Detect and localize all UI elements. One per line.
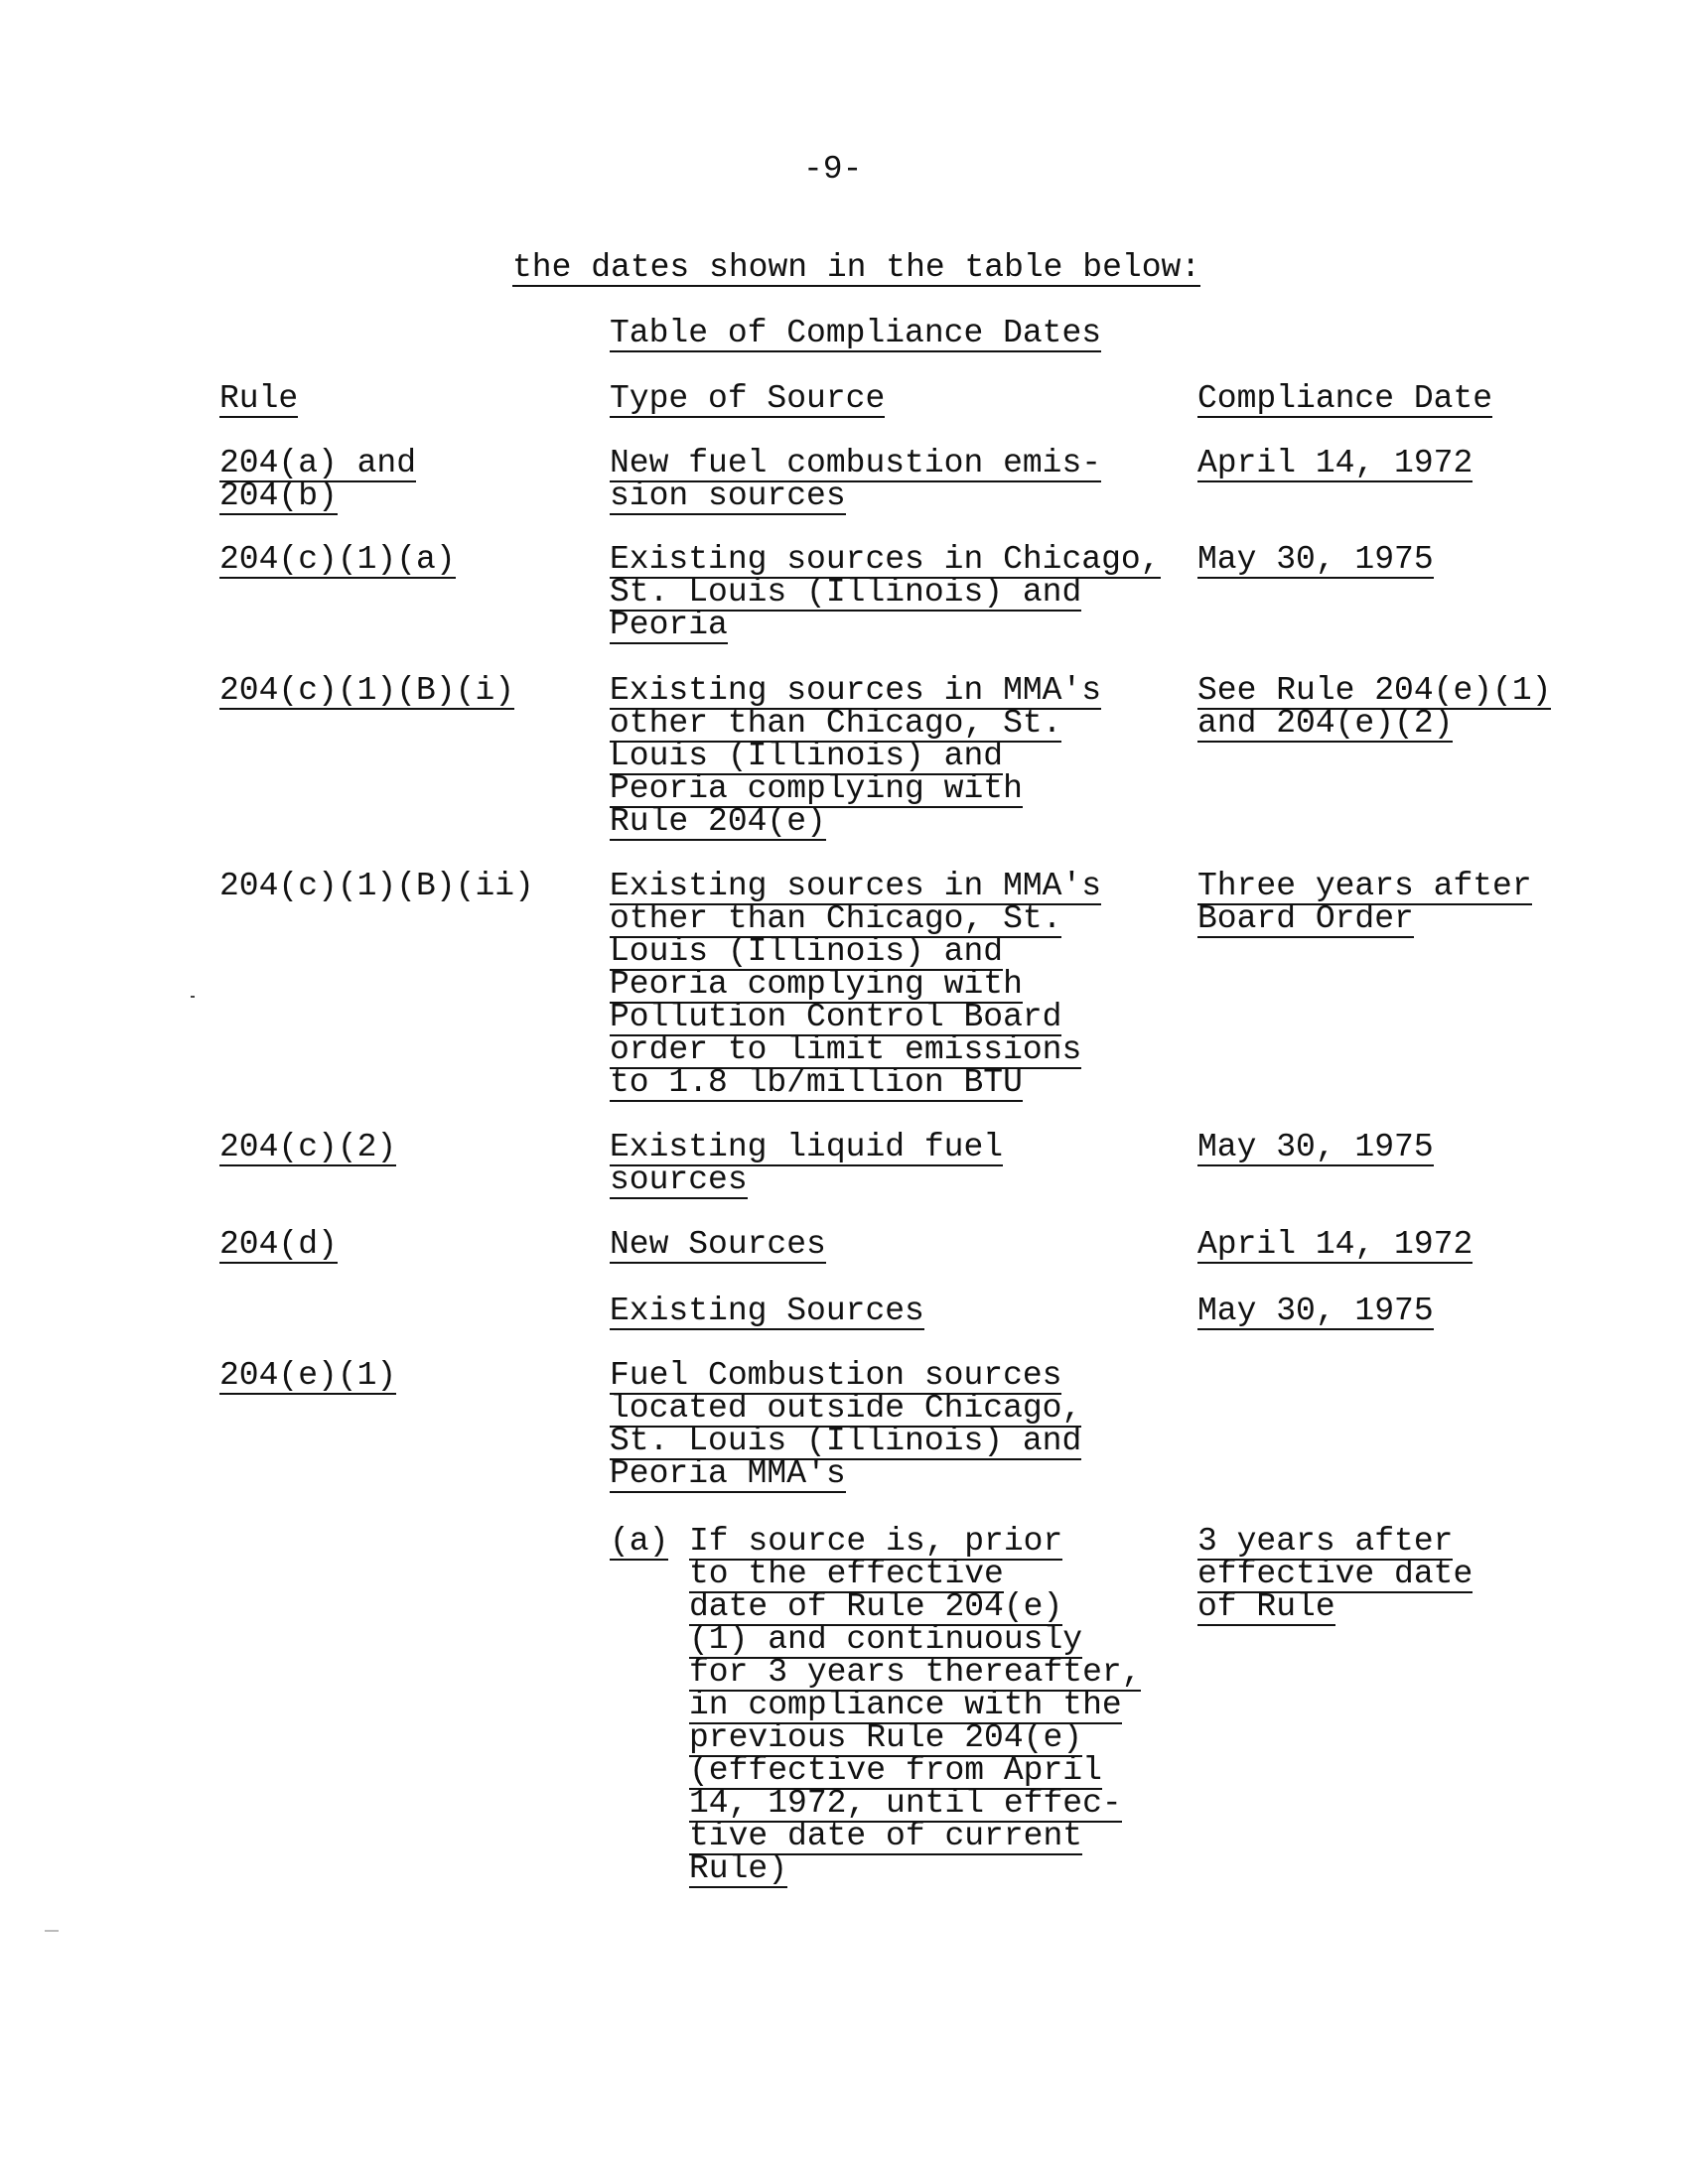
header-compliance-date: Compliance Date: [1197, 380, 1493, 417]
compliance-date-cell: April 14, 1972: [1197, 445, 1474, 481]
source-type-cell: Existing sources in MMA's: [610, 672, 1102, 709]
rule-cell: 204(c)(2): [219, 1129, 397, 1165]
source-type-cell: to 1.8 lb/million BTU: [610, 1064, 1023, 1101]
subitem-text: (1) and continuously: [689, 1621, 1083, 1658]
rule-cell: 204(d): [219, 1226, 338, 1263]
subitem-text: 14, 1972, until effec-: [689, 1785, 1122, 1822]
compliance-date-cell: and 204(e)(2): [1197, 705, 1454, 742]
source-type-cell: sources: [610, 1161, 748, 1198]
source-type-cell: Louis (Illinois) and: [610, 933, 1004, 970]
scan-mark: [45, 1930, 59, 1932]
source-type-cell: Peoria: [610, 607, 728, 643]
compliance-date-cell: May 30, 1975: [1197, 541, 1434, 578]
source-type-cell: other than Chicago, St.: [610, 705, 1062, 742]
source-type-cell: Existing sources in MMA's: [610, 868, 1102, 904]
compliance-date-cell: May 30, 1975: [1197, 1293, 1434, 1329]
rule-cell: 204(e)(1): [219, 1357, 397, 1394]
source-type-cell: Peoria MMA's: [610, 1455, 846, 1492]
page-number: -9-: [803, 151, 863, 188]
compliance-date-cell: Three years after: [1197, 868, 1532, 904]
subitem-text: in compliance with the: [689, 1687, 1122, 1723]
source-type-cell: Fuel Combustion sources: [610, 1357, 1062, 1394]
subitem-label: (a): [610, 1523, 669, 1560]
source-type-cell: St. Louis (Illinois) and: [610, 1423, 1082, 1459]
rule-cell: 204(c)(1)(a): [219, 541, 456, 578]
subitem-date: 3 years after: [1197, 1523, 1454, 1560]
compliance-date-cell: May 30, 1975: [1197, 1129, 1434, 1165]
source-type-cell: Existing liquid fuel: [610, 1129, 1004, 1165]
subitem-text: previous Rule 204(e): [689, 1719, 1083, 1756]
header-type-of-source: Type of Source: [610, 380, 886, 417]
source-type-cell: New fuel combustion emis-: [610, 445, 1102, 481]
rule-cell: 204(b): [219, 478, 338, 514]
subitem-text: Rule): [689, 1850, 788, 1887]
subitem-date: effective date: [1197, 1556, 1474, 1592]
compliance-date-cell: See Rule 204(e)(1): [1197, 672, 1552, 709]
source-type-cell: Existing Sources: [610, 1293, 924, 1329]
source-type-cell: other than Chicago, St.: [610, 900, 1062, 937]
source-type-cell: Louis (Illinois) and: [610, 738, 1004, 774]
subitem-text: (effective from April: [689, 1752, 1102, 1789]
table-title: Table of Compliance Dates: [610, 315, 1102, 351]
intro-text: the dates shown in the table below:: [512, 249, 1201, 286]
source-type-cell: Peoria complying with: [610, 770, 1023, 807]
source-type-cell: located outside Chicago,: [610, 1390, 1082, 1427]
source-type-cell: New Sources: [610, 1226, 826, 1263]
subitem-text: If source is, prior: [689, 1523, 1063, 1560]
subitem-text: for 3 years thereafter,: [689, 1654, 1142, 1691]
rule-cell: 204(c)(1)(B)(ii): [219, 868, 534, 904]
compliance-date-cell: April 14, 1972: [1197, 1226, 1474, 1263]
source-type-cell: Rule 204(e): [610, 803, 826, 840]
subitem-text: to the effective: [689, 1556, 1004, 1592]
subitem-text: tive date of current: [689, 1818, 1083, 1854]
header-rule: Rule: [219, 380, 299, 417]
source-type-cell: order to limit emissions: [610, 1031, 1082, 1068]
source-type-cell: Peoria complying with: [610, 966, 1023, 1003]
source-type-cell: St. Louis (Illinois) and: [610, 574, 1082, 611]
subitem-text: date of Rule 204(e): [689, 1588, 1063, 1625]
rule-cell: 204(c)(1)(B)(i): [219, 672, 515, 709]
source-type-cell: Pollution Control Board: [610, 999, 1062, 1035]
rule-cell: 204(a) and: [219, 445, 417, 481]
source-type-cell: Existing sources in Chicago,: [610, 541, 1161, 578]
source-type-cell: sion sources: [610, 478, 846, 514]
compliance-date-cell: Board Order: [1197, 900, 1414, 937]
subitem-date: of Rule: [1197, 1588, 1335, 1625]
scan-mark: [191, 996, 195, 998]
